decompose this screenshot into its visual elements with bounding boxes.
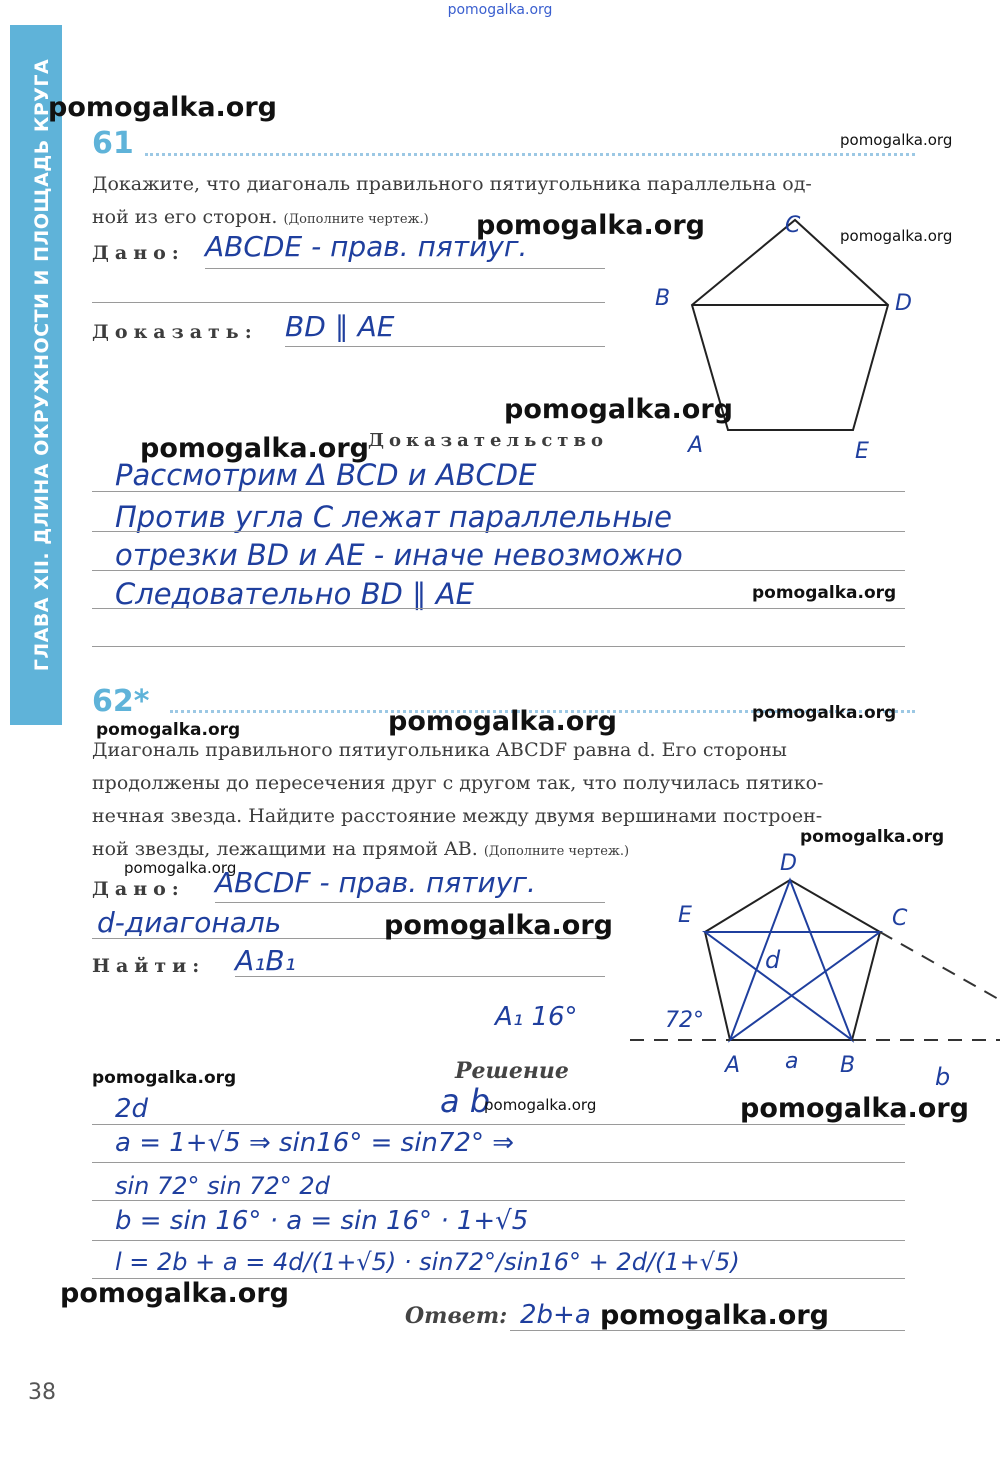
watermark: pomogalka.org (140, 433, 369, 464)
task-62-answer-label: Ответ: (405, 1303, 508, 1329)
task-62-text-line3: нечная звезда. Найдите расстояние между двумя вершинами построен- (92, 805, 823, 827)
task-61-text-line1: Докажите, что диагональ правильного пятиугольника параллельна од- (92, 173, 812, 195)
rule (92, 491, 905, 492)
watermark: pomogalka.org (384, 910, 613, 941)
watermark: pomogalka.org (48, 92, 277, 123)
proof-line-3: отрезки BD и AE - иначе невозможно (115, 538, 683, 572)
task-61-given-value: ABCDE - прав. пятиуг. (205, 230, 528, 263)
rule (92, 1124, 905, 1125)
rule (92, 1200, 905, 1201)
watermark: pomogalka.org (92, 1068, 237, 1088)
task-61-prove-value: BD ∥ AE (285, 310, 395, 343)
watermark: pomogalka.org (752, 583, 897, 603)
label-a: A (725, 1053, 741, 1078)
rule (205, 268, 605, 269)
task-62-text-line4: ной звезды, лежащими на прямой AB. (92, 838, 478, 860)
watermark: pomogalka.org (504, 394, 733, 425)
label-a: A (688, 433, 704, 458)
task-62-find-value: A₁B₁ (235, 944, 296, 977)
watermark: pomogalka.org (484, 1096, 597, 1114)
top-watermark: pomogalka.org (447, 2, 553, 18)
label-b: B (655, 286, 671, 311)
watermark: pomogalka.org (840, 131, 953, 149)
task-62-star-figure (630, 840, 1000, 1100)
rule (285, 346, 605, 347)
task-61-text-line2: ной из его сторон. (92, 206, 278, 228)
task-62-answer-value: 2b+a (520, 1300, 591, 1330)
solution-line-3: a = 1+√5 ⇒ sin16° = sin72° ⇒ (115, 1128, 515, 1158)
label-d: D (780, 851, 797, 876)
label-e: E (678, 903, 692, 928)
label-side-b: b (935, 1063, 951, 1091)
rule (92, 531, 905, 532)
task-62-text-line2: продолжены до пересечения друг с другом так, что получилась пятико- (92, 772, 824, 794)
task-62-given-value-1: ABCDF - прав. пятиуг. (215, 866, 536, 899)
task-62-solution-heading: Решение (455, 1058, 569, 1084)
watermark: pomogalka.org (752, 703, 897, 723)
proof-line-1: Рассмотрим Δ BCD и ABCDE (115, 458, 537, 492)
task-62-hint: (Дополните чертеж.) (483, 844, 630, 859)
task-62-given-value-2: d-диагональ (97, 906, 282, 939)
label-c: C (892, 906, 908, 931)
label-d-diagonal: d (765, 946, 781, 974)
watermark: pomogalka.org (600, 1300, 829, 1331)
task-62-number: 62* (92, 684, 150, 719)
extended-side (880, 932, 1000, 1000)
rule (92, 646, 905, 647)
angle-72: 72° (665, 1008, 704, 1033)
label-c: C (785, 213, 801, 238)
rule (92, 570, 905, 571)
task-61-given-label: Дано: (92, 242, 185, 264)
solution-line-6: l = 2b + a = 4d/(1+√5) · sin72°/sin16° + 2d/(1+√5) (115, 1248, 740, 1276)
chapter-sidebar (10, 25, 62, 725)
watermark: pomogalka.org (124, 859, 237, 877)
label-b: B (840, 1053, 856, 1078)
rule (215, 902, 605, 903)
solution-line-5: b = sin 16° · a = sin 16° · 1+√5 (115, 1206, 529, 1236)
rule (92, 608, 905, 609)
task-62-find-label: Найти: (92, 955, 206, 977)
task-62-given-label: Дано: (92, 878, 185, 900)
rule (92, 302, 605, 303)
task-61-proof-heading: Доказательство (368, 430, 608, 451)
watermark: pomogalka.org (388, 706, 617, 737)
rule (235, 976, 605, 977)
watermark: pomogalka.org (476, 210, 705, 241)
label-e: E (855, 439, 869, 464)
watermark: pomogalka.org (96, 720, 241, 740)
pentagon-outline (705, 880, 880, 1040)
watermark: pomogalka.org (60, 1278, 289, 1309)
label-d: D (895, 291, 912, 316)
watermark: pomogalka.org (840, 227, 953, 245)
angle-note: A₁ 16° (495, 1002, 578, 1032)
task-61-divider (145, 153, 915, 156)
task-61-number: 61 (92, 126, 134, 161)
solution-line-1: a b (440, 1082, 491, 1120)
page-number: 38 (28, 1380, 56, 1405)
task-62-text-line1: Диагональ правильного пятиугольника ABCDF равна d. Его стороны (92, 739, 787, 761)
task-61-prove-label: Доказать: (92, 321, 258, 343)
solution-line-4: sin 72° sin 72° 2d (115, 1172, 330, 1200)
watermark: pomogalka.org (740, 1093, 969, 1124)
proof-line-4: Следовательно BD ∥ AE (115, 577, 474, 611)
rule (92, 1240, 905, 1241)
proof-line-2: Против угла C лежат параллельные (115, 500, 672, 534)
label-side-a: a (785, 1049, 799, 1074)
task-61-hint: (Дополните чертеж.) (283, 212, 429, 227)
star-diagonals (705, 880, 880, 1040)
watermark: pomogalka.org (800, 827, 945, 847)
rule (92, 1162, 905, 1163)
solution-line-2: 2d (115, 1094, 149, 1124)
chapter-title: ГЛАВА XII. ДЛИНА ОКРУЖНОСТИ И ПЛОЩАДЬ КРУГА (31, 58, 53, 672)
